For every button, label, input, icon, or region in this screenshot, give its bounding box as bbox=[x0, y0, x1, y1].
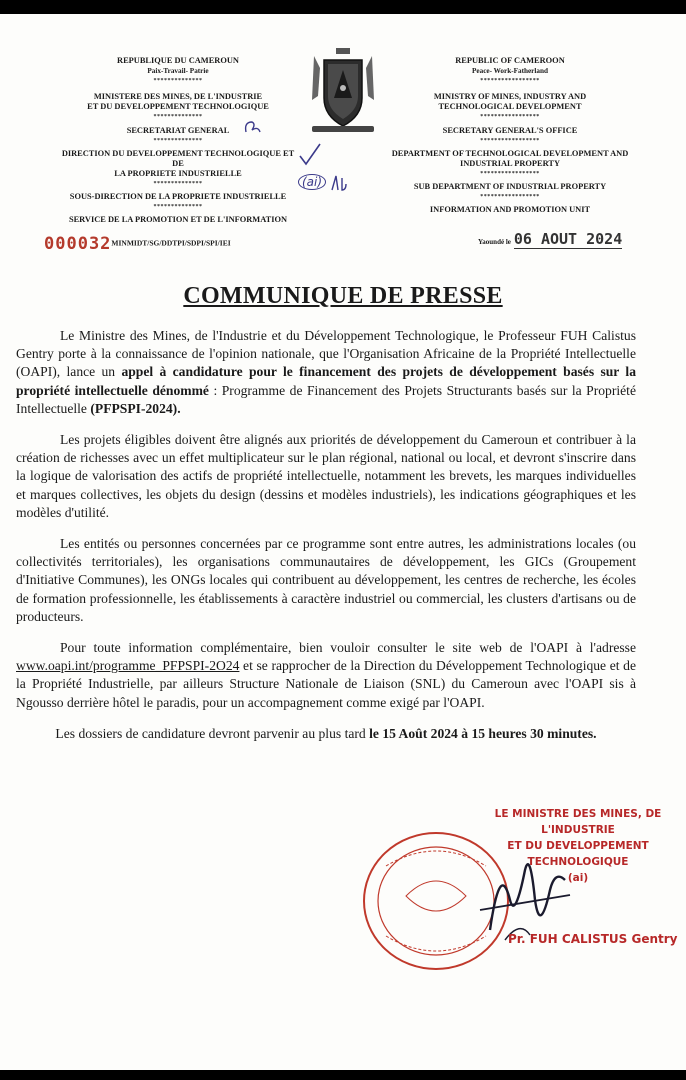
handwritten-initials-icon bbox=[328, 172, 350, 194]
handwritten-mark-icon bbox=[242, 118, 264, 136]
paragraph-2: Les projets éligibles doivent être alignés aux priorités de développement du Cameroun et contribuer à la création de richesses avec un effet multiplicateur sur le plan régional, national ou local, et devront s'inscrire dans la logique de valorisation des actifs de propriété intellectuelle, notamment les brevets, les marques individuelles et marques collectives, les objets du design (dessins et modèles industriels), les indications géographiques et les modèles d'utilité. bbox=[16, 432, 636, 520]
oapi-link[interactable]: www.oapi.int/programme_PFPSPI-2O24 bbox=[16, 658, 240, 674]
header-left-ministry: MINISTERE DES MINES, DE L'INDUSTRIE bbox=[93, 92, 263, 101]
header-left-ministry-2: ET DU DEVELOPPEMENT TECHNOLOGIQUE bbox=[87, 102, 269, 111]
header-right-motto: Peace- Work-Fatherland bbox=[472, 67, 548, 75]
page-title: COMMUNIQUE DE PRESSE bbox=[183, 283, 503, 309]
header-right-unit: INFORMATION AND PROMOTION UNIT bbox=[429, 205, 591, 214]
signatory-name: Pr. FUH CALISTUS Gentry bbox=[508, 932, 678, 946]
header-right-secretariat: SECRETARY GENERAL'S OFFICE bbox=[442, 126, 578, 135]
header-right-ministry-2: TECHNOLOGICAL DEVELOPMENT bbox=[438, 102, 582, 111]
header-right-ministry: MINISTRY OF MINES, INDUSTRY AND bbox=[433, 92, 587, 101]
header-left-service: SERVICE DE LA PROMOTION ET DE L'INFORMATION bbox=[68, 215, 288, 224]
bottom-border bbox=[0, 1070, 686, 1080]
header-right-country: REPUBLIC OF CAMEROON bbox=[455, 56, 565, 65]
paragraph-3: Les entités ou personnes concernées par ce programme sont entre autres, les administrations locales (ou collectivités territoriales), les organisations communautaires de développement, les GICs (Groupement d'Initiative Communes), les ONGs locales qui contribuent au développement, les centres de recherche, les écoles de formation professionnelle, les établissements à caractère industriel ou commercial, les clusters d'artisans ou de producteurs. bbox=[16, 536, 636, 624]
paragraph-deadline: Les dossiers de candidature devront parvenir au plus tard le 15 Août 2024 à 15 heures 30 minutes. bbox=[55, 725, 597, 741]
header-right-subdepartment: SUB DEPARTMENT OF INDUSTRIAL PROPERTY bbox=[413, 182, 607, 191]
handwritten-ai-note: (ai) bbox=[298, 174, 326, 190]
header-left: REPUBLIQUE DU CAMEROUN Paix-Travail- Patrie ************** MINISTERE DES MINES, DE L'INDUSTRIE ET DU DEVELOPPEMENT TECHNOLOGIQUE ************** SECRETARIAT GENERAL ************** DIRECTION DU DEVELOPPEMENT TECHNOLOGIQUE ET DE LA PROPRIETE INDUSTRIELLE ************** SOUS-DIRECTION DE LA PROPRIETE INDUSTRIELLE ************** SERVICE DE LA PROMOTION ET DE L'INFORMATION bbox=[58, 56, 298, 225]
coat-of-arms-icon bbox=[308, 46, 378, 136]
date-line bbox=[478, 230, 622, 248]
header-right-sep: ***************** bbox=[480, 78, 540, 84]
paragraph-1: Le Ministre des Mines, de l'Industrie et du Développement Technologique, le Professeur FUH Calistus Gentry porte à la connaissance de l'opinion nationale, que l'Organisation Africaine de la Propriété Intellectuelle (OAPI), lance un appel à candidature pour le financement des projets de développement basés sur la propriété intellectuelle dénommé : Programme de Financement des Projets Structurants basés sur la Propriété Intellectuelle (PFPSPI-2024). bbox=[16, 328, 637, 416]
reference-line bbox=[44, 234, 231, 254]
header-left-subdirection: SOUS-DIRECTION DE LA PROPRIETE INDUSTRIELLE bbox=[69, 192, 287, 201]
header-right-department: DEPARTMENT OF TECHNOLOGICAL DEVELOPMENT AND bbox=[391, 149, 629, 158]
header-left-direction-2: LA PROPRIETE INDUSTRIELLE bbox=[114, 169, 242, 178]
handwritten-check-icon bbox=[296, 140, 324, 170]
top-border bbox=[0, 0, 686, 14]
signatory-title: LE MINISTRE DES MINES, DE L'INDUSTRIE ET DU DEVELOPPEMENT TECHNOLOGIQUE (ai) bbox=[494, 808, 662, 884]
reference-number: 000032 bbox=[44, 234, 112, 254]
header-right: REPUBLIC OF CAMEROON Peace- Work-Fatherland ***************** MINISTRY OF MINES, INDUSTRY AND TECHNOLOGICAL DEVELOPMENT ***************** SECRETARY GENERAL'S OFFICE ***************** DEPARTMENT OF TECHNOLOGICAL DEVELOPMENT AND INDUSTRIAL PROPERTY ***************** SUB DEPARTMENT OF INDUSTRIAL PROPERTY ***************** INFORMATION AND PROMOTION UNIT bbox=[380, 56, 640, 215]
header-left-direction: DIRECTION DU DEVELOPPEMENT TECHNOLOGIQUE ET DE bbox=[61, 149, 295, 168]
date-value: 06 AOUT 2024 bbox=[513, 230, 623, 248]
header-right-department-2: INDUSTRIAL PROPERTY bbox=[460, 159, 560, 168]
header-left-secretariat: SECRETARIAT GENERAL bbox=[126, 126, 230, 135]
date-label: Yaoundé le bbox=[478, 238, 511, 246]
header-left-sep: ************** bbox=[153, 78, 203, 84]
communique-body bbox=[16, 327, 636, 756]
reference-code: MINMIDT/SG/DDTPI/SDPI/SPI/IEI bbox=[111, 238, 231, 248]
header-left-motto: Paix-Travail- Patrie bbox=[147, 67, 209, 75]
paragraph-4: Pour toute information complémentaire, bien vouloir consulter le site web de l'OAPI à l'adresse www.oapi.int/programme_PFPSPI-2O24 et se rapprocher de la Direction du Développement Technologique et de la Propriété Industrielle, par ailleurs Structure Nationale de Liaison (SNL) du Cameroun avec l'OAPI sis à Ngousso derrière hôtel le paradis, pour un accompagnement comme exigé par l'OAPI. bbox=[16, 640, 636, 710]
header-left-country: REPUBLIQUE DU CAMEROUN bbox=[117, 56, 239, 65]
